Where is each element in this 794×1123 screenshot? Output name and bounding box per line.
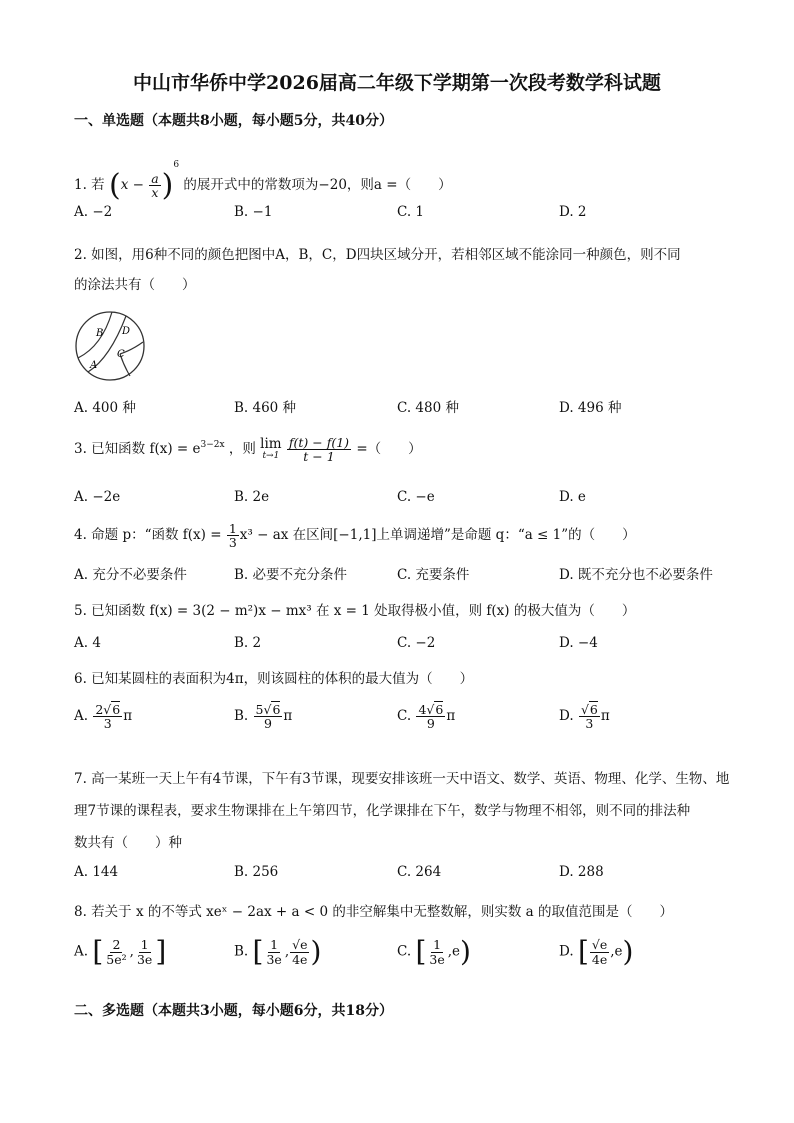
q4-option-a[interactable]: A. 充分不必要条件 (74, 567, 187, 583)
q8-b-d1: 3e (266, 951, 282, 967)
q8-a-d1: 5e² (106, 951, 127, 967)
q4-frac-den: 3 (228, 535, 237, 551)
q6-option-c[interactable]: C. $\frac{4√6}{9}$ π (397, 702, 456, 732)
q7-option-d[interactable]: D. 288 (559, 864, 604, 880)
q3-lim-sub: t→1 (262, 450, 280, 461)
q7-option-a[interactable]: A. 144 (74, 864, 119, 880)
q6-c-pi: π (446, 708, 456, 725)
q8-option-b-label: B. (234, 943, 249, 960)
question-2-line-2: 的涂法共有（ ） (74, 277, 196, 293)
q8-option-d[interactable]: D. [ $\frac{√e}{4e}$ ,e) (559, 935, 634, 968)
q8-c-e: e (452, 943, 461, 960)
diagram-arc-1 (78, 312, 112, 358)
q6-b-rad: 6 (272, 702, 281, 717)
q5-option-a[interactable]: A. 4 (74, 635, 101, 651)
q8-d-d1: 4e (591, 951, 608, 967)
q6-c-rad: 6 (435, 702, 444, 717)
q8-option-b[interactable]: B. [ $\frac{1}{3e}$ , $\frac{√e}{4e}$ ) (234, 935, 322, 968)
question-2-line-1: 2. 如图，用6种不同的颜色把图中A，B，C，D四块区域分开，若相邻区域不能涂同一种颜色，则不同 (74, 247, 681, 263)
q3-numerator: f(t) − f(1) (288, 435, 350, 450)
question-4 (74, 522, 636, 549)
section-heading-single-choice: 一、单选题（本题共8小题，每小题5分，共40分） (74, 113, 393, 129)
q8-b-n1: 1 (270, 937, 279, 953)
q3-tail: =（ ） (356, 441, 422, 458)
q2-region-diagram (72, 306, 152, 386)
q8-option-d-label: D. (559, 943, 574, 960)
q6-b-pi: π (283, 708, 293, 725)
q6-option-b-label: B. (234, 708, 249, 725)
q4-frac-num: 1 (228, 521, 237, 536)
q2-option-b[interactable]: B. 460 种 (234, 400, 297, 416)
q4-text: x³ − ax 在区间[−1,1]上单调递增”是命题 q：“a ≤ 1”的（ ） (239, 527, 636, 544)
q6-b-den: 9 (263, 716, 272, 732)
q4-lead: 4. 命题 p：“函数 f(x) = (74, 527, 222, 544)
q7-option-b[interactable]: B. 256 (234, 864, 279, 880)
question-3 (74, 436, 422, 463)
q6-a-den: 3 (103, 716, 112, 732)
q6-c-den: 9 (426, 716, 435, 732)
q4-option-b[interactable]: B. 必要不充分条件 (234, 567, 348, 583)
question-6: 6. 已知某圆柱的表面积为4π，则该圆柱的体积的最大值为（ ） (74, 671, 474, 687)
q2-option-a[interactable]: A. 400 种 (74, 400, 136, 416)
q5-option-c[interactable]: C. −2 (397, 635, 436, 651)
section-heading-multiple-choice: 二、多选题（本题共3小题，每小题6分，共18分） (74, 1003, 393, 1019)
q8-b-d2: 4e (292, 951, 308, 967)
q7-option-c[interactable]: C. 264 (397, 864, 442, 880)
q1-prefix: 1. 若 (74, 177, 105, 193)
q5-option-d[interactable]: D. −4 (559, 635, 598, 651)
question-8: 8. 若关于 x 的不等式 xeˣ − 2ax + a < 0 的非空解集中无整数解，则实数 a 的取值范围是（ ） (74, 904, 673, 920)
q8-option-c[interactable]: C. [ $\frac{1}{3e}$ ,e) (397, 935, 471, 968)
q8-d-n1: √e (591, 937, 608, 953)
q8-d-e: e (614, 943, 623, 960)
q6-option-d-label: D. (559, 708, 574, 725)
q5-option-b[interactable]: B. 2 (234, 635, 262, 651)
q1-option-d[interactable]: D. 2 (559, 204, 587, 220)
q2-option-c[interactable]: C. 480 种 (397, 400, 459, 416)
q4-option-c[interactable]: C. 充要条件 (397, 567, 470, 583)
q1-exponent: 6 (173, 160, 180, 170)
q6-d-rad: 6 (589, 702, 598, 717)
q6-option-c-label: C. (397, 708, 412, 725)
q6-b-coef: 5 (255, 702, 264, 717)
q6-a-rad: 6 (112, 702, 121, 717)
q3-option-d[interactable]: D. e (559, 489, 586, 505)
q8-a-n1: 2 (112, 937, 121, 953)
q3-denominator: t − 1 (303, 449, 335, 465)
q1-text: 的展开式中的常数项为−20，则a =（ ） (183, 177, 452, 193)
q6-option-d[interactable]: D. $\frac{√6}{3}$ π (559, 702, 610, 732)
q2-option-d[interactable]: D. 496 种 (559, 400, 622, 416)
q6-option-a-label: A. (74, 708, 89, 725)
q3-mid: ，则 (228, 441, 256, 458)
q3-option-c[interactable]: C. −e (397, 489, 435, 505)
q6-option-b[interactable]: B. $\frac{5√6}{9}$ π (234, 702, 293, 732)
q3-option-a[interactable]: A. −2e (74, 489, 121, 505)
q1-option-c[interactable]: C. 1 (397, 204, 425, 220)
q3-lim: lim (260, 436, 282, 453)
region-label-b: B (96, 328, 104, 339)
q6-d-pi: π (600, 708, 610, 725)
q8-c-d1: 3e (429, 951, 445, 967)
q4-option-d[interactable]: D. 既不充分也不必要条件 (559, 567, 713, 583)
q8-option-c-label: C. (397, 943, 412, 960)
page-title: 中山市华侨中学2026届高二年级下学期第一次段考数学科试题 (133, 72, 661, 94)
question-5: 5. 已知函数 f(x) = 3(2 − m²)x − mx³ 在 x = 1 处取得极小值，则 f(x) 的极大值为（ ） (74, 603, 636, 619)
q8-a-n2: 1 (140, 937, 149, 953)
question-7-line-3: 数共有（ ）种 (74, 835, 182, 851)
q8-b-n2: √e (292, 937, 308, 953)
q6-c-coef: 4 (418, 702, 427, 717)
region-label-a: A (90, 360, 98, 371)
q8-c-n1: 1 (433, 937, 442, 953)
diagram-outer-circle (76, 312, 144, 380)
question-1: 1. 若 (x − $\frac{a}{x}$ )$^6$ 的展开式中的常数项为−20，则a =（ ） (74, 160, 452, 203)
q1-option-b[interactable]: B. −1 (234, 204, 273, 220)
q6-d-den: 3 (585, 716, 594, 732)
region-label-c: C (117, 349, 125, 360)
q3-lead: 3. 已知函数 f(x) = e (74, 441, 201, 458)
q6-option-a[interactable]: A. $\frac{2√6}{3}$ π (74, 702, 133, 732)
q6-a-pi: π (123, 708, 133, 725)
q3-option-b[interactable]: B. 2e (234, 489, 270, 505)
q3-exponent: 3−2x (200, 440, 225, 451)
q8-option-a-label: A. (74, 943, 89, 960)
region-label-d: D (122, 326, 131, 337)
question-7-line-2: 理7节课的课程表，要求生物课排在上午第四节，化学课排在下午，数学与物理不相邻，则不同的排法种 (74, 803, 691, 819)
q8-option-a[interactable]: A. [ $\frac{2}{\text{5e²}}$ , $\frac{1}{3e}$ ] (74, 935, 167, 968)
q8-a-d2: 3e (136, 951, 153, 967)
question-7-line-1: 7. 高一某班一天上午有4节课，下午有3节课，现要安排该班一天中语文、数学、英语、物理、化学、生物、地 (74, 771, 730, 787)
q6-a-coef: 2 (95, 702, 104, 717)
q1-option-a[interactable]: A. −2 (74, 204, 113, 220)
